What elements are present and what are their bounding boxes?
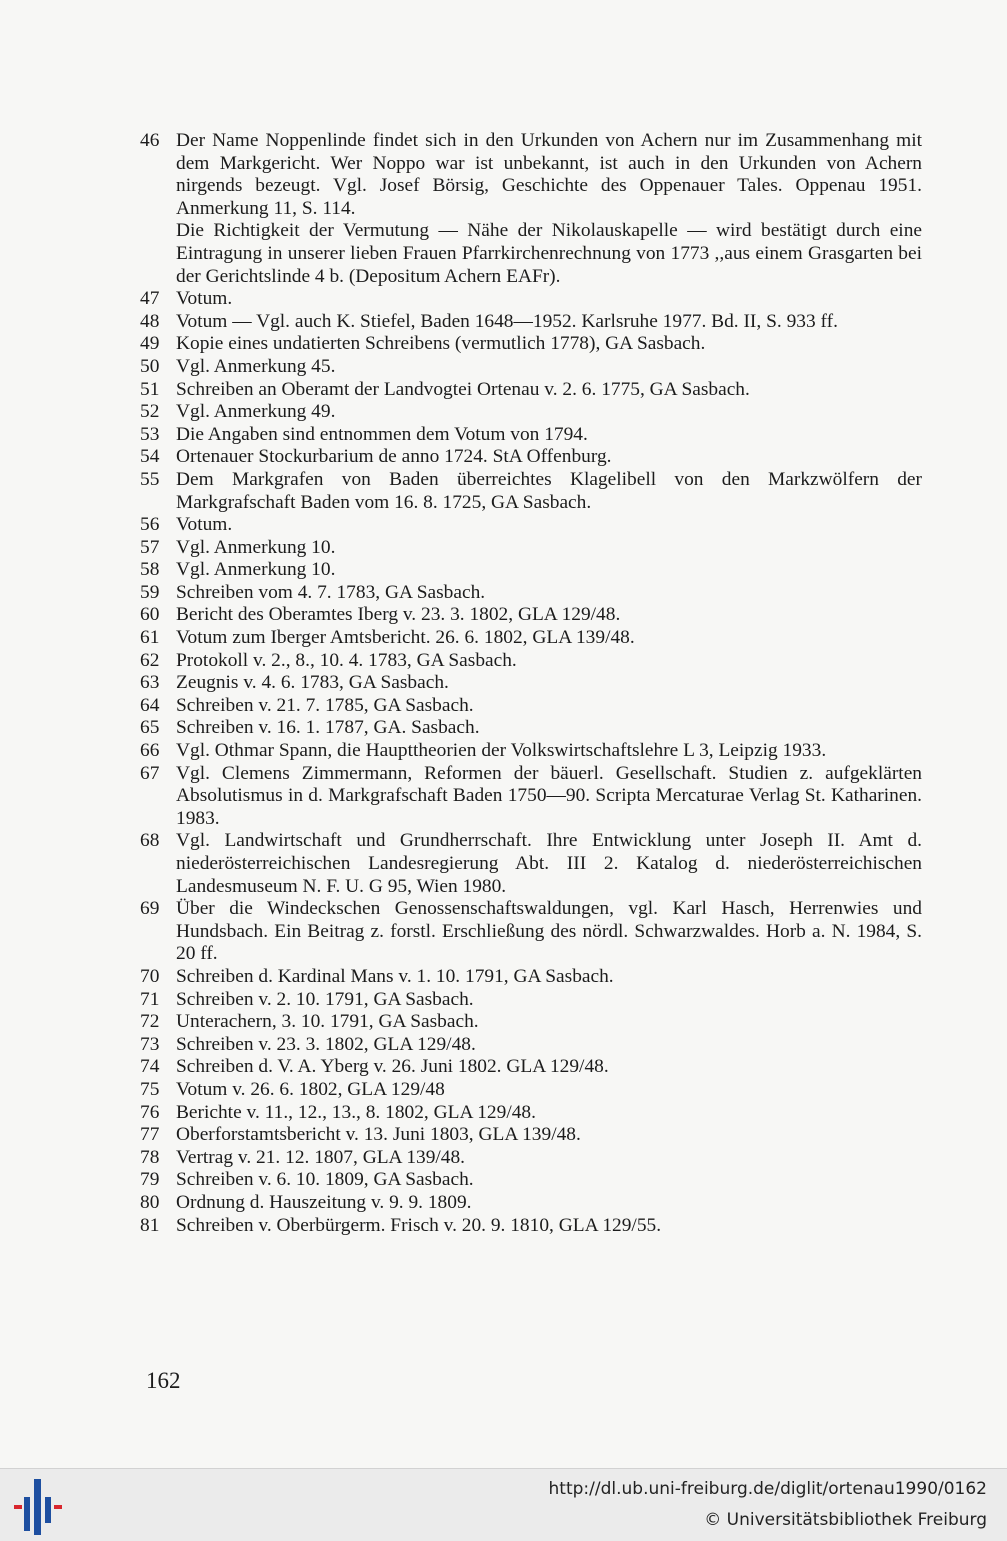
endnote-item xyxy=(140,672,922,695)
endnote-number: 74 xyxy=(140,1056,160,1078)
endnote-item xyxy=(140,650,922,673)
endnote-item xyxy=(140,559,922,582)
endnote-number: 70 xyxy=(140,965,160,987)
endnote-number: 66 xyxy=(140,740,160,762)
endnote-number: 73 xyxy=(140,1033,160,1055)
endnote-text: Berichte v. 11., 12., 13., 8. 1802, GLA 129/48. xyxy=(176,1101,536,1123)
endnote-item xyxy=(140,627,922,650)
endnote-item xyxy=(140,717,922,740)
endnote-item xyxy=(140,401,922,424)
endnote-text: Kopie eines undatierten Schreibens (vermutlich 1778), GA Sasbach. xyxy=(176,333,706,355)
endnote-item xyxy=(140,469,922,514)
endnote-text: Protokoll v. 2., 8., 10. 4. 1783, GA Sasbach. xyxy=(176,649,517,671)
endnote-number: 71 xyxy=(140,988,160,1010)
endnote-number: 77 xyxy=(140,1124,160,1146)
endnote-text: Oberforstamtsbericht v. 13. Juni 1803, GLA 139/48. xyxy=(176,1124,581,1146)
endnote-number: 60 xyxy=(140,604,160,626)
endnote-item xyxy=(140,898,922,966)
endnote-number: 59 xyxy=(140,581,160,603)
endnote-text: Schreiben v. 16. 1. 1787, GA. Sasbach. xyxy=(176,717,480,739)
endnote-number: 75 xyxy=(140,1078,160,1100)
endnote-item xyxy=(140,1102,922,1125)
endnote-number: 56 xyxy=(140,514,160,536)
source-url-link[interactable]: http://dl.ub.uni-freiburg.de/diglit/ortenau1990/0162 xyxy=(548,1479,987,1499)
endnote-text: Votum — Vgl. auch K. Stiefel, Baden 1648—1952. Karlsruhe 1977. Bd. II, S. 933 ff. xyxy=(176,310,838,332)
endnote-text: Schreiben d. V. A. Yberg v. 26. Juni 1802. GLA 129/48. xyxy=(176,1056,609,1078)
copyright-text: © Universitätsbibliothek Freiburg xyxy=(704,1510,987,1530)
endnote-item xyxy=(140,966,922,989)
endnote-item xyxy=(140,740,922,763)
endnote-number: 61 xyxy=(140,627,160,649)
endnote-number: 52 xyxy=(140,401,160,423)
endnote-text: Die Angaben sind entnommen dem Votum von 1794. xyxy=(176,423,588,445)
page-number: 162 xyxy=(146,1368,181,1393)
endnote-number: 80 xyxy=(140,1191,160,1213)
endnote-item xyxy=(140,1034,922,1057)
endnote-number: 76 xyxy=(140,1101,160,1123)
endnote-number: 78 xyxy=(140,1146,160,1168)
endnote-number: 49 xyxy=(140,333,160,355)
endnote-item xyxy=(140,1169,922,1192)
endnote-item xyxy=(140,379,922,402)
endnote-text: Schreiben vom 4. 7. 1783, GA Sasbach. xyxy=(176,581,486,603)
endnote-text: Ordnung d. Hauszeitung v. 9. 9. 1809. xyxy=(176,1191,472,1213)
endnote-item xyxy=(140,989,922,1012)
endnote-text: Schreiben v. Oberbürgerm. Frisch v. 20. 9. 1810, GLA 129/55. xyxy=(176,1214,662,1236)
endnote-item xyxy=(140,424,922,447)
endnote-text: Bericht des Oberamtes Iberg v. 23. 3. 1802, GLA 129/48. xyxy=(176,604,621,626)
endnote-number: 57 xyxy=(140,536,160,558)
endnote-number: 62 xyxy=(140,649,160,671)
endnote-number: 58 xyxy=(140,559,160,581)
endnote-text: Schreiben v. 2. 10. 1791, GA Sasbach. xyxy=(176,988,474,1010)
endnote-item xyxy=(140,1011,922,1034)
footer-bar xyxy=(0,1468,1007,1541)
endnote-text: Votum. xyxy=(176,288,233,310)
endnote-number: 50 xyxy=(140,355,160,377)
endnote-item xyxy=(140,514,922,537)
endnote-item xyxy=(140,604,922,627)
endnote-text: Votum v. 26. 6. 1802, GLA 129/48 xyxy=(176,1078,445,1100)
endnote-item xyxy=(140,1192,922,1215)
endnote-item xyxy=(140,582,922,605)
endnote-number: 55 xyxy=(140,468,160,490)
endnote-number: 46 xyxy=(140,130,160,151)
endnote-item xyxy=(140,130,922,220)
endnote-item xyxy=(140,446,922,469)
endnote-text: Vgl. Anmerkung 10. xyxy=(176,536,336,558)
endnote-text: Vertrag v. 21. 12. 1807, GLA 139/48. xyxy=(176,1146,466,1168)
endnote-number: 63 xyxy=(140,672,160,694)
endnote-item xyxy=(140,763,922,831)
endnote-item xyxy=(140,356,922,379)
endnote-text: Schreiben d. Kardinal Mans v. 1. 10. 1791, GA Sasbach. xyxy=(176,965,614,987)
endnote-text: Der Name Noppenlinde findet sich in den Urkunden von Achern nur im Zusammenhang mit dem Markgericht. Wer Noppo war ist unbekannt, ist auch in den Urkunden von Achern nirgends bezeugt. Vgl. Josef Börsig, Geschichte des Oppenauer Tales. Oppenau 1951. Anmerkung 11, S. 114. xyxy=(176,130,922,219)
endnote-text: Schreiben v. 23. 3. 1802, GLA 129/48. xyxy=(176,1033,476,1055)
endnote-number: 47 xyxy=(140,288,160,310)
endnote-item xyxy=(140,537,922,560)
endnote-item xyxy=(140,1124,922,1147)
endnote-text: Vgl. Clemens Zimmermann, Reformen der bäuerl. Gesellschaft. Studien z. aufgeklärten Absolutismus in d. Markgrafschaft Baden 1750—90. Scripta Mercaturae Verlag St. Katharinen. 1983. xyxy=(176,762,922,829)
endnote-item xyxy=(140,1079,922,1102)
endnote-number: 72 xyxy=(140,1011,160,1033)
endnote-text: Vgl. Anmerkung 10. xyxy=(176,559,336,581)
endnote-number: 48 xyxy=(140,310,160,332)
endnote-number: 53 xyxy=(140,423,160,445)
endnote-text: Vgl. Landwirtschaft und Grundherrschaft. Ihre Entwicklung unter Joseph II. Amt d. niederösterreichischen Landesregierung Abt. III 2. Katalog d. niederösterreichischen Landesmuseum N. F. U. G 95, Wien 1980. xyxy=(176,830,922,897)
endnote-text: Schreiben v. 6. 10. 1809, GA Sasbach. xyxy=(176,1169,474,1191)
endnote-number: 64 xyxy=(140,694,160,716)
endnote-text: Vgl. Othmar Spann, die Haupttheorien der Volkswirtschaftslehre L 3, Leipzig 1933. xyxy=(176,740,827,762)
endnote-text: Schreiben an Oberamt der Landvogtei Ortenau v. 2. 6. 1775, GA Sasbach. xyxy=(176,378,750,400)
endnote-text: Vgl. Anmerkung 45. xyxy=(176,355,336,377)
endnote-text: Über die Windeckschen Genossenschaftswaldungen, vgl. Karl Hasch, Herrenwies und Hundsbach. Ein Beitrag z. forstl. Erschließung des nördl. Schwarzwaldes. Horb a. N. 1984, S. 20 ff. xyxy=(176,898,922,965)
endnote-number: 79 xyxy=(140,1169,160,1191)
endnote-text: Zeugnis v. 4. 6. 1783, GA Sasbach. xyxy=(176,672,449,694)
endnote-number: 68 xyxy=(140,830,160,852)
endnote-item xyxy=(140,1056,922,1079)
endnote-item xyxy=(140,830,922,898)
endnote-text: Unterachern, 3. 10. 1791, GA Sasbach. xyxy=(176,1011,479,1033)
endnote-continuation: Die Richtigkeit der Vermutung — Nähe der Nikolauskapelle — wird bestätigt durch eine Eintragung in unserer lieben Frauen Pfarrkirchenrechnung von 1773 ,,aus einem Grasgarten bei der Gerichtslinde 4 b. (Depositum Achern EAFr). xyxy=(176,220,922,287)
endnote-item xyxy=(140,311,922,334)
endnote-number: 54 xyxy=(140,446,160,468)
endnote-number: 69 xyxy=(140,898,160,920)
endnote-number: 51 xyxy=(140,378,160,400)
endnote-item xyxy=(140,288,922,311)
ub-freiburg-logo-icon xyxy=(12,1479,64,1535)
endnote-number: 65 xyxy=(140,717,160,739)
endnote-text: Schreiben v. 21. 7. 1785, GA Sasbach. xyxy=(176,694,474,716)
endnote-text: Ortenauer Stockurbarium de anno 1724. StA Offenburg. xyxy=(176,446,612,468)
endnote-text: Votum. xyxy=(176,514,233,536)
endnote-number: 81 xyxy=(140,1214,160,1236)
endnotes-list xyxy=(140,130,922,1237)
endnote-item xyxy=(140,695,922,718)
endnote-text: Dem Markgrafen von Baden überreichtes Klagelibell von den Markzwölfern der Markgrafschaft Baden vom 16. 8. 1725, GA Sasbach. xyxy=(176,468,922,513)
endnote-text: Votum zum Iberger Amtsbericht. 26. 6. 1802, GLA 139/48. xyxy=(176,627,635,649)
endnote-item xyxy=(140,1147,922,1170)
endnote-number: 67 xyxy=(140,762,160,784)
endnote-item xyxy=(140,333,922,356)
endnote-text: Vgl. Anmerkung 49. xyxy=(176,401,336,423)
endnote-item xyxy=(140,1215,922,1238)
